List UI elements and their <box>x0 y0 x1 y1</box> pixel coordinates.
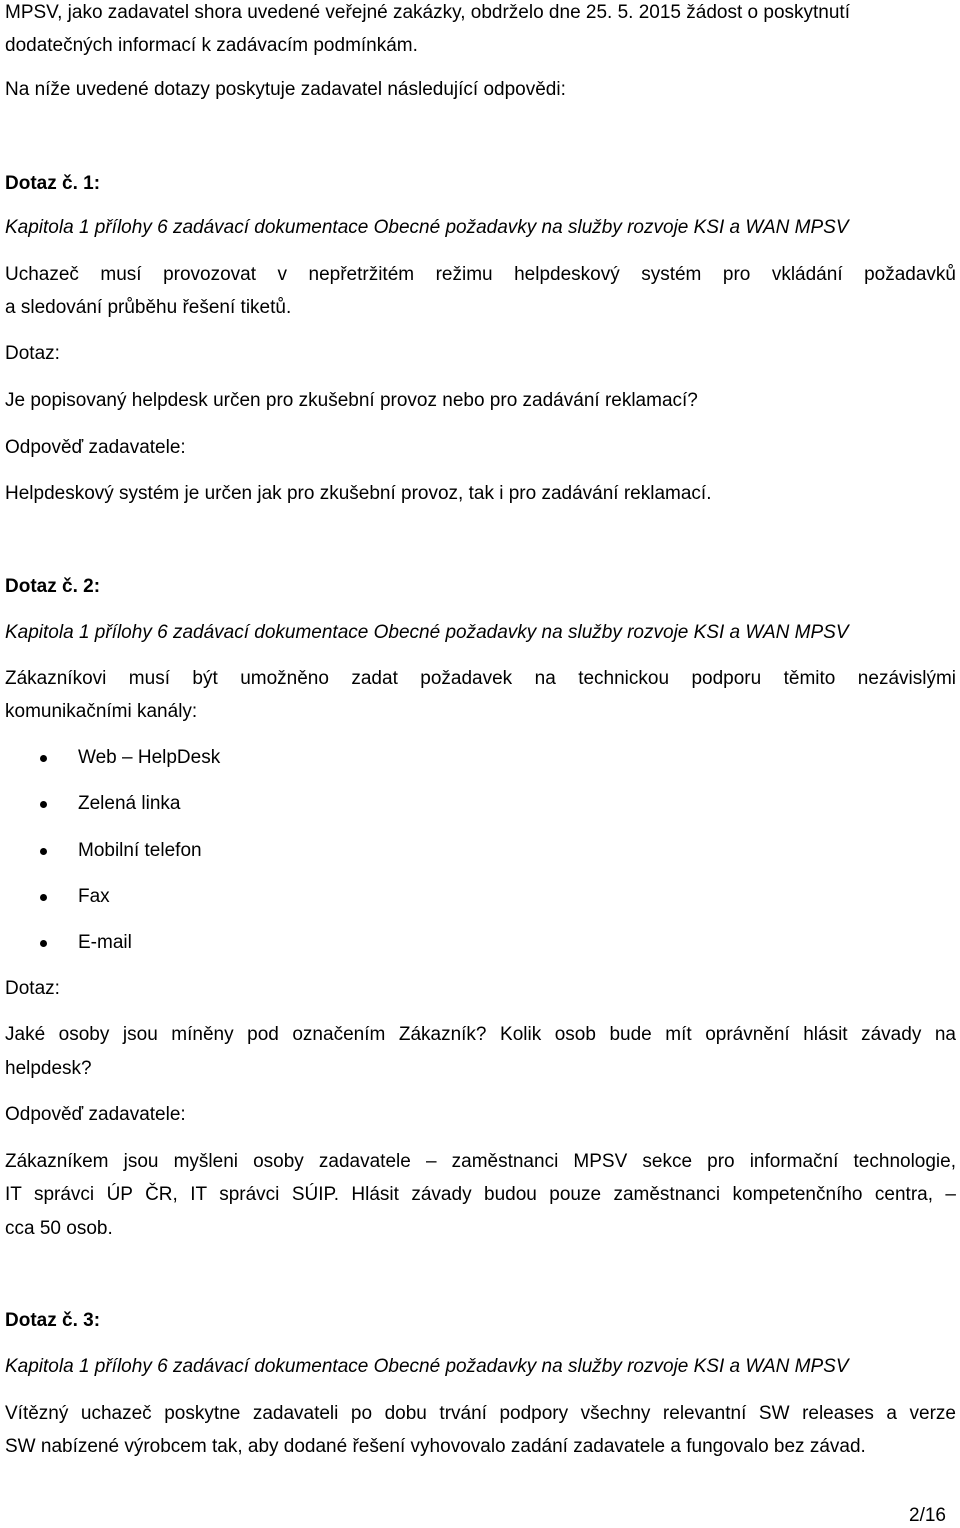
channel-label: Zelená linka <box>78 793 181 814</box>
q3-heading: Dotaz č. 3: <box>5 1310 101 1331</box>
bullet-icon <box>40 801 47 808</box>
q3-requirement-line-1: Vítězný uchazeč poskytne zadavateli po dobu trvání podpory všechny relevantní SW releases a verze <box>5 1403 956 1424</box>
q2-chapter: Kapitola 1 přílohy 6 zadávací dokumentace Obecné požadavky na služby rozvoje KSI a WAN MPSV <box>5 622 849 643</box>
q2-question-line-2: helpdesk? <box>5 1058 92 1079</box>
q1-requirement-line-1: Uchazeč musí provozovat v nepřetržitém režimu helpdeskový systém pro vkládání požadavků <box>5 264 956 285</box>
q2-answer-line-3: cca 50 osob. <box>5 1218 113 1239</box>
q3-chapter: Kapitola 1 přílohy 6 zadávací dokumentace Obecné požadavky na služby rozvoje KSI a WAN MPSV <box>5 1356 849 1377</box>
q1-requirement-line-2: a sledování průběhu řešení tiketů. <box>5 297 292 318</box>
channel-label: Web – HelpDesk <box>78 747 221 768</box>
bullet-icon <box>40 848 47 855</box>
page-number: 2/16 <box>909 1505 946 1526</box>
q2-requirement-line-1: Zákazníkovi musí být umožněno zadat požadavek na technickou podporu těmito nezávislými <box>5 668 956 689</box>
q1-heading: Dotaz č. 1: <box>5 173 101 194</box>
q1-chapter: Kapitola 1 přílohy 6 zadávací dokumentace Obecné požadavky na služby rozvoje KSI a WAN MPSV <box>5 217 849 238</box>
intro-line-3: Na níže uvedené dotazy poskytuje zadavatel následující odpovědi: <box>5 79 566 100</box>
q1-question: Je popisovaný helpdesk určen pro zkušební provoz nebo pro zadávání reklamací? <box>5 390 698 411</box>
intro-line-2: dodatečných informací k zadávacím podmínkám. <box>5 35 418 56</box>
q1-answer-label: Odpověď zadavatele: <box>5 437 186 458</box>
q1-answer: Helpdeskový systém je určen jak pro zkušební provoz, tak i pro zadávání reklamací. <box>5 483 712 504</box>
q2-requirement-line-2: komunikačními kanály: <box>5 701 198 722</box>
bullet-icon <box>40 755 47 762</box>
q2-heading: Dotaz č. 2: <box>5 576 101 597</box>
q3-requirement-line-2: SW nabízené výrobcem tak, aby dodané řešení vyhovovalo zadání zadavatele a fungovalo bez závad. <box>5 1436 866 1457</box>
channel-label: Mobilní telefon <box>78 840 202 861</box>
channel-label: E-mail <box>78 932 132 953</box>
intro-line-1: MPSV, jako zadavatel shora uvedené veřejné zakázky, obdrželo dne 25. 5. 2015 žádost o poskytnutí <box>5 2 850 23</box>
q2-answer-line-1: Zákazníkem jsou myšleni osoby zadavatele – zaměstnanci MPSV sekce pro informační technologie, <box>5 1151 956 1172</box>
q2-question-line-1: Jaké osoby jsou míněny pod označením Zákazník? Kolik osob bude mít oprávnění hlásit závady na <box>5 1024 956 1045</box>
q2-answer-label: Odpověď zadavatele: <box>5 1104 186 1125</box>
channel-label: Fax <box>78 886 110 907</box>
q2-answer-line-2: IT správci ÚP ČR, IT správci SÚIP. Hlásit závady budou pouze zaměstnanci kompetenčního centra, – <box>5 1184 956 1205</box>
q2-question-label: Dotaz: <box>5 978 60 999</box>
bullet-icon <box>40 894 47 901</box>
q1-question-label: Dotaz: <box>5 343 60 364</box>
bullet-icon <box>40 940 47 947</box>
